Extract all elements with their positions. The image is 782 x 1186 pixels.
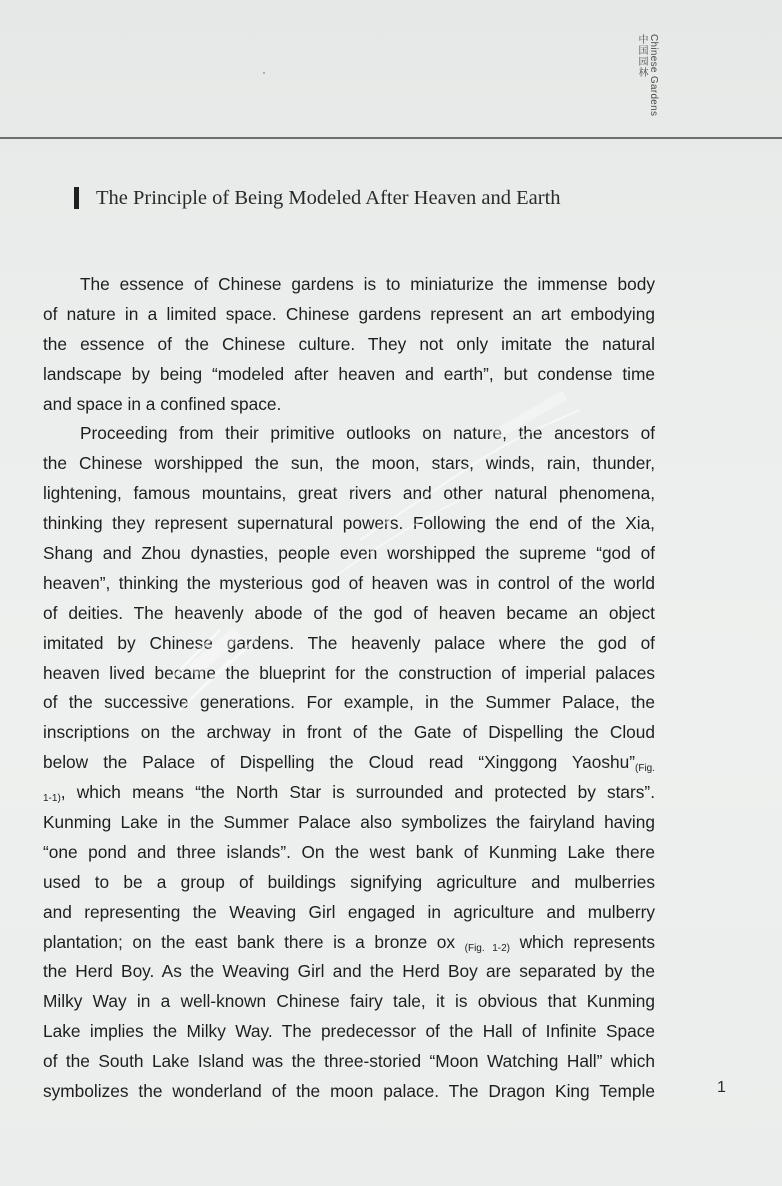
text-line [43,748,655,778]
text-line [43,629,655,659]
line-text: of the South Lake Island was the three-storied “Moon Watching Hall” which [43,1051,655,1072]
heading-bar-marker [74,187,79,209]
text-line [43,957,655,987]
text-line [43,419,655,449]
running-head-english: Chinese Gardens [648,34,659,117]
running-head [622,34,658,120]
text-line [43,479,655,509]
section-heading [74,183,561,213]
text-line [43,838,655,868]
text-line [43,688,655,718]
line-text: and space in a confined space. [43,393,282,414]
line-text: , which means “the North Star is surrounded and protected by stars”. [60,782,655,803]
figure-reference: 1-1) [43,793,61,805]
text-line [43,808,655,838]
line-text: which represents [509,931,655,952]
line-text: thinking they represent supernatural powers. Following the end of the Xia, [43,513,655,534]
line-text: used to be a group of buildings signifying agriculture and mulberries [43,871,655,892]
text-line [43,778,655,808]
text-line [43,898,655,928]
line-text: inscriptions on the archway in front of the Gate of Dispelling the Cloud [43,722,655,743]
figure-reference: (Fig. [635,763,655,775]
line-text: plantation; on the east bank there is a bronze ox [43,931,465,952]
header-rule [0,137,782,139]
page-number: 1 [717,1079,726,1096]
paper-speck [263,72,265,74]
line-text: of the successive generations. For example, in the Summer Palace, the [43,692,655,713]
line-text: heaven”, thinking the mysterious god of heaven was in control of the world [43,572,655,593]
text-line [43,1077,655,1107]
text-line [43,539,655,569]
text-line [43,599,655,629]
text-line [43,449,655,479]
line-text: the Herd Boy. As the Weaving Girl and the Herd Boy are separated by the [43,961,655,982]
line-text: the essence of the Chinese culture. They not only imitate the natural [43,333,655,354]
line-text: “one pond and three islands”. On the west bank of Kunming Lake there [43,841,655,862]
line-text: symbolizes the wonderland of the moon palace. The Dragon King Temple [43,1081,655,1102]
running-head-chinese: 中国园林 [636,34,647,78]
text-line [43,509,655,539]
line-text: the Chinese worshipped the sun, the moon, stars, winds, rain, thunder, [43,453,655,474]
line-text: Kunming Lake in the Summer Palace also symbolizes the fairyland having [43,812,655,833]
text-line [43,928,655,958]
line-text: Shang and Zhou dynasties, people even worshipped the supreme “god of [43,543,655,564]
text-line [43,868,655,898]
line-text: landscape by being “modeled after heaven and earth”, but condense time [43,363,655,384]
line-text: The essence of Chinese gardens is to miniaturize the immense body [80,274,655,294]
text-line [43,1047,655,1077]
text-line [43,360,655,390]
text-line [43,659,655,689]
body-text [43,270,655,1107]
line-text: below the Palace of Dispelling the Cloud read “Xinggong Yaoshu” [43,752,635,773]
line-text: of deities. The heavenly abode of the god of heaven became an object [43,602,655,623]
text-line [43,330,655,360]
figure-reference: (Fig. 1-2) [464,942,510,954]
text-line [43,1017,655,1047]
line-text: Proceeding from their primitive outlooks on nature, the ancestors of [80,423,655,444]
text-line [43,987,655,1017]
text-line [43,569,655,599]
text-line [43,270,655,300]
line-text: of nature in a limited space. Chinese gardens represent an art embodying [43,303,655,324]
text-line [43,300,655,330]
line-text: Lake implies the Milky Way. The predecessor of the Hall of Infinite Space [43,1021,655,1042]
line-text: imitated by Chinese gardens. The heavenly palace where the god of [43,632,655,653]
line-text: heaven lived became the blueprint for the construction of imperial palaces [43,662,655,683]
line-text: Milky Way in a well-known Chinese fairy tale, it is obvious that Kunming [43,991,655,1012]
section-title: The Principle of Being Modeled After Heaven and Earth [96,186,561,209]
text-line [43,390,655,420]
line-text: lightening, famous mountains, great rivers and other natural phenomena, [43,483,655,504]
text-line [43,718,655,748]
line-text: and representing the Weaving Girl engaged in agriculture and mulberry [43,901,655,922]
